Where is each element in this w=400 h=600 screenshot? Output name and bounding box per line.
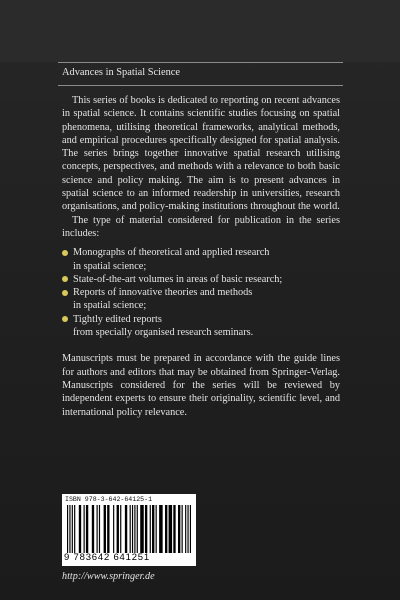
material-list [62,246,340,339]
list-item [62,273,340,286]
list-item [62,286,340,313]
bullet-icon [62,290,68,296]
list-item-line: in spatial science; [73,300,147,312]
list-item-line: State-of-the-art volumes in areas of basic research; [73,273,283,285]
paragraph-intro: This series of books is dedicated to reporting on recent advances in spatial science. It contains scientific studies focusing on spatial phenomena, utilising theoretical frameworks, analytical methods, and empirical procedures specifically designed for spatial analysis. The series brings together innovative spatial research utilising concepts, perspectives, and methods with a relevance to both basic science and policy making. The aim is to present advances in spatial science to an informed readership in universities, research organisations, and policy-making institutions throughout the world. [62,95,340,213]
paragraph-manuscripts: Manuscripts must be prepared in accordance with the guide lines for authors and editors that may be obtained from Springer-Verlag. Manuscripts considered for the series will be reviewed by independent experts to ensure their originality, scientific level, and international policy relevance. [62,353,340,418]
list-item-line: Tightly edited reports [73,313,162,325]
bullet-icon [62,316,68,322]
list-item [62,313,340,340]
list-item [62,246,340,273]
list-item-line: from specially organised research seminars. [73,327,254,339]
isbn-barcode [62,494,196,566]
bullet-icon [62,276,68,282]
top-strip [0,0,400,62]
list-item-line: in spatial science; [73,260,147,272]
list-item-line: Monographs of theoretical and applied research [73,247,270,259]
series-title: Advances in Spatial Science [62,67,181,78]
paragraph-material: The type of material considered for publication in the series includes: [62,214,340,239]
top-rule [58,62,343,63]
isbn-number: ISBN 978-3-642-64125-1 [65,496,153,503]
description-text [62,94,340,419]
barcode-icon [67,505,191,553]
bottom-rule [58,85,343,86]
publisher-url: http://www.springer.de [62,571,155,582]
list-item-line: Reports of innovative theories and methods [73,287,253,299]
barcode-digits: 9 783642 641251 [64,552,150,563]
bullet-icon [62,250,68,256]
